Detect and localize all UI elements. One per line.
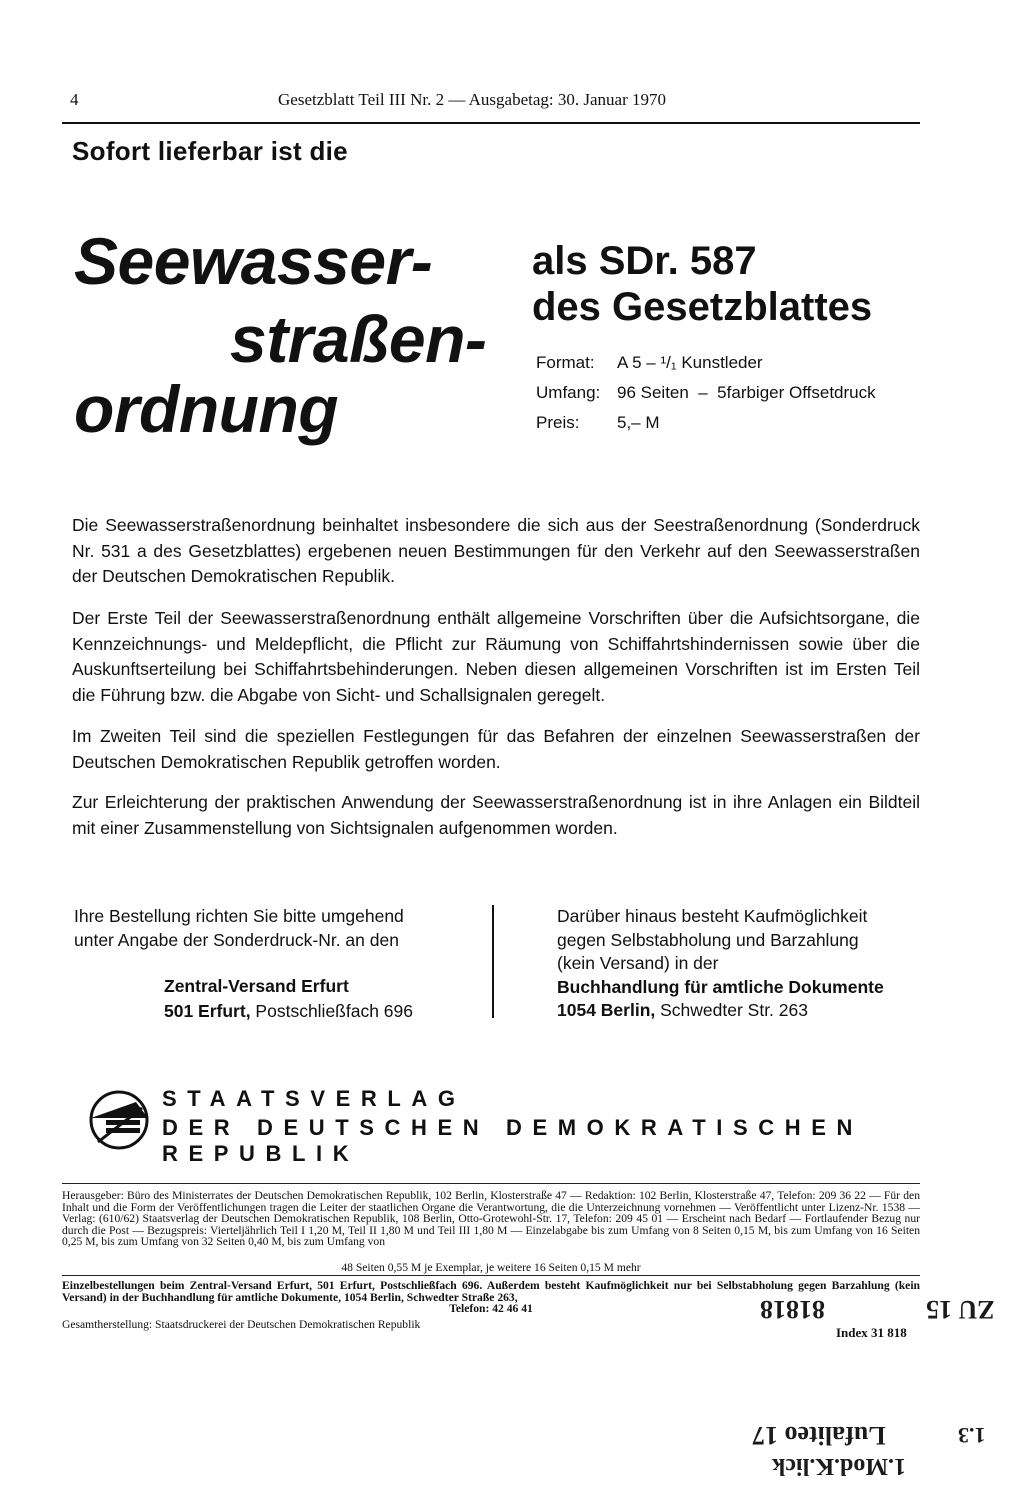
page-number: 4 (70, 90, 79, 109)
intro-line: Sofort lieferbar ist die (72, 136, 348, 166)
spec-umfang-value: 96 Seiten – 5farbiger Offsetdruck (617, 383, 876, 402)
stamp-text-3: 1.3 (958, 1423, 986, 1448)
imprint-block-1: Herausgeber: Büro des Ministerrates der Deutschen Demokratischen Republik, 102 Berlin, Klosterstraße 47 — Redaktion: 102 Berlin, Klosterstraße 47, Telefon: 209 36 22 — Für den Inhalt und die Form der Veröffentlichungen tragen die Leiter der staatlichen Organe die Verantwortung, die die Unterzeichnung vornehmen — Veröffentlicht unter Lizenz-Nr. 1538 — Verlag: (610/62) Staatsverlag der Deutschen Demokratischen Republik, 108 Berlin, Otto-Grotewohl-Str. 17, Telefon: 209 45 01 — Erscheint nach Bedarf — Fortlaufender Bezug nur durch die Post — Bezugspreis: Vierteljährlich Teil I 1,20 M, Teil II 1,80 M und Teil III 1,80 M — Einzelabgabe bis zum Umfang von 8 Seiten 0,15 M, bis zum Umfang von 16 Seiten 0,25 M, bis zum Umfang von 32 Seiten 0,40 M, bis zum Umfang von (62, 1189, 920, 1249)
order-left-address (164, 975, 413, 1023)
title-line-1: Seewasser- (74, 224, 433, 298)
paragraph-2: Der Erste Teil der Seewasserstraßenordnung enthält allgemeine Vorschriften über die Aufsichtsorgane, die Kennzeichnungs- und Meldepflicht, die Pflicht zur Räumung von Schiffahrtshindernissen sowie über die Auskunftserteilung bei Schiffahrtsbehinderungen. Neben diesen allgemeinen Vorschriften ist im Ersten Teil die Führung bzw. die Abgabe von Sicht- und Schallsignalen geregelt. (72, 608, 920, 705)
order-right-street: Schwedter Str. 263 (655, 1000, 808, 1020)
title-line-3: ordnung (74, 372, 339, 446)
subtitle-line-1: als SDr. 587 (532, 239, 757, 283)
imprint-block-2: Einzelbestellungen beim Zentral-Versand Erfurt, 501 Erfurt, Postschließfach 696. Außerdem besteht Kaufmöglichkeit nur bei Selbstabholung gegen Barzahlung (kein Versand) in der Buchhandlung für amtliche Dokumente, 1054 Berlin, Schwedter Straße 263, (62, 1279, 920, 1304)
order-left-name: Zentral-Versand Erfurt (164, 976, 349, 996)
order-right-line-3: (kein Versand) in der (557, 953, 719, 973)
order-right-name: Buchhandlung für amtliche Dokumente (557, 976, 884, 997)
imprint-block-1-end: 48 Seiten 0,55 M je Exemplar, je weitere 16 Seiten 0,15 M mehr (341, 1261, 641, 1274)
spec-preis-value: 5,– M (617, 413, 660, 432)
subtitle-line-2: des Gesetzblattes (532, 285, 873, 329)
imprint-rule-mid (62, 1275, 920, 1276)
imprint-index: Index 31 818 (836, 1325, 907, 1340)
publisher-line-2: DER DEUTSCHEN DEMOKRATISCHEN REPUBLIK (162, 1115, 863, 1166)
order-divider (492, 905, 494, 1018)
title-line-2: straßen- (230, 302, 487, 376)
order-left (74, 905, 404, 952)
order-right-line-2: gegen Selbstabholung und Barzahlung (557, 929, 859, 950)
spec-format-label: Format: (536, 353, 595, 372)
paragraph-1: Die Seewasserstraßenordnung beinhaltet insbesondere die sich aus der Seestraßenordnung (Sonderdruck Nr. 531 a des Gesetzblattes) ergebenen neuen Bestimmungen für den Verkehr auf den Seewasserstraßen der Deutschen Demokratischen Republik. (72, 515, 920, 586)
imprint-telephone: Telefon: 42 46 41 (449, 1302, 533, 1315)
imprint-print-shop: Gesamtherstellung: Staatsdruckerei der Deutschen Demokratischen Republik (62, 1318, 421, 1331)
publisher-line-1: STAATSVERLAG (162, 1086, 466, 1111)
spec-umfang-label: Umfang: (536, 383, 601, 402)
order-right-city: 1054 Berlin, (557, 1000, 656, 1020)
order-left-line-2: unter Angabe der Sonderdruck-Nr. an den (74, 929, 399, 950)
order-left-line-1: Ihre Bestellung richten Sie bitte umgehend (74, 906, 404, 926)
paragraph-4: Zur Erleichterung der praktischen Anwendung der Seewasserstraßenordnung ist in ihre Anlagen ein Bildteil mit einer Zusammenstellung von Sichtsignalen aufgenommen worden. (72, 792, 920, 838)
running-header: Gesetzblatt Teil III Nr. 2 — Ausgabetag: 30. Januar 1970 (278, 90, 666, 109)
order-right-line-1: Darüber hinaus besteht Kaufmöglichkeit (557, 906, 868, 926)
stamp-text-1: Lufaliteo 17 (752, 1421, 886, 1450)
spec-preis-label: Preis: (536, 413, 580, 432)
order-left-postbox: Postschließfach 696 (250, 1000, 414, 1021)
staatsverlag-logo-icon (88, 1090, 150, 1150)
stamp-number: 81818 (760, 1295, 825, 1324)
paragraph-3: Im Zweiten Teil sind die speziellen Festlegungen für das Befahren der einzelnen Seewasserstraßen der Deutschen Demokratischen Republik getroffen worden. (72, 726, 920, 772)
imprint-rule-top (62, 1183, 920, 1184)
spec-format-value: A 5 – ¹/₁ Kunstleder (617, 353, 763, 372)
order-left-city: 501 Erfurt, (164, 1000, 251, 1021)
stamp-date: ZU 15 (926, 1295, 995, 1324)
stamp-text-2: 1.Mod.K.lick (772, 1453, 907, 1479)
header-rule (62, 122, 920, 124)
order-right (557, 905, 884, 1023)
